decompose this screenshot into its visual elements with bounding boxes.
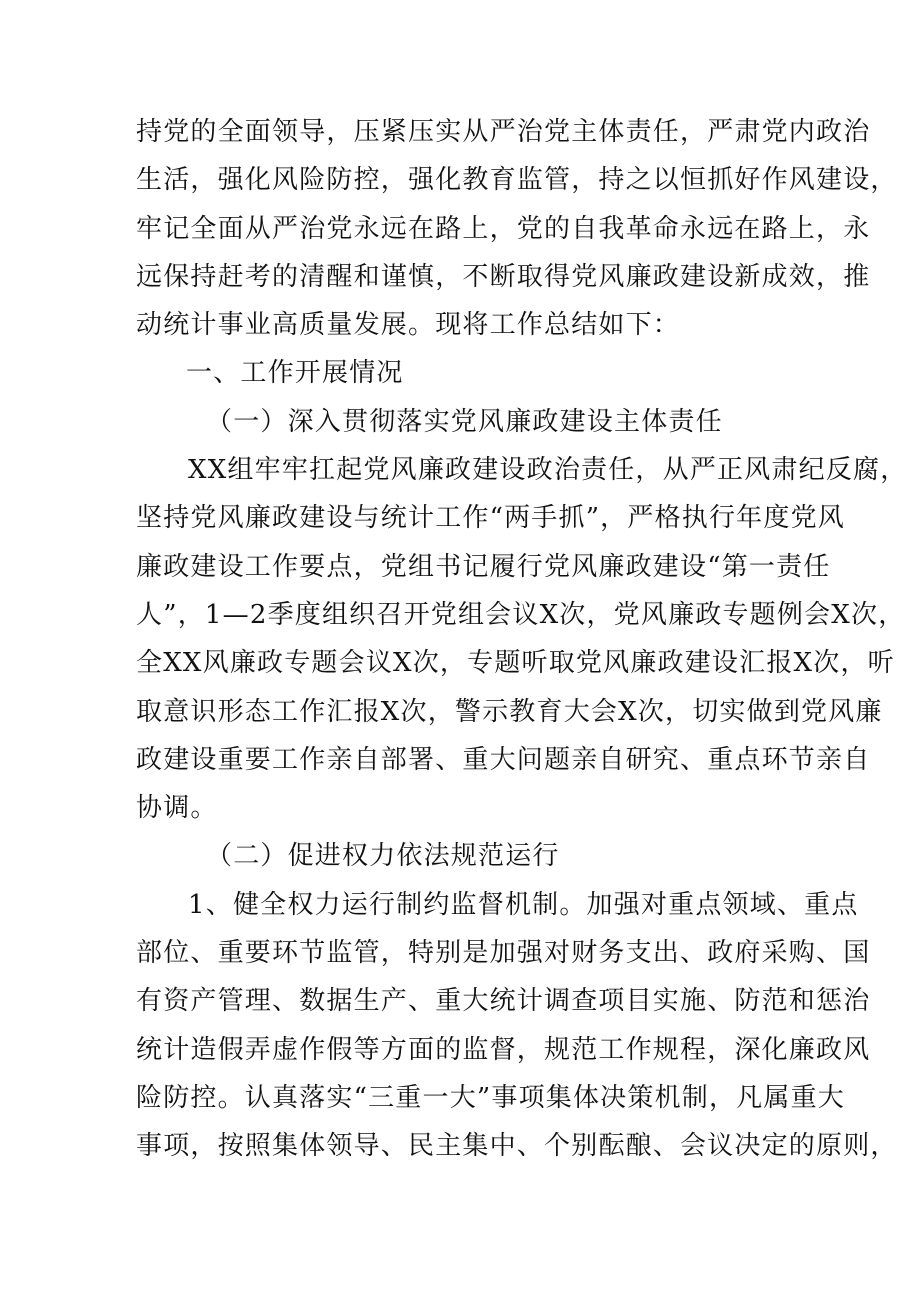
text-line: 廉政建设工作要点，党组书记履行党风廉政建设“第一责任 [136, 551, 831, 582]
text-line: 动统计事业高质量发展。现将工作总结如下： [136, 310, 681, 341]
text-line: 协调。 [136, 793, 218, 824]
text-line: 事项，按照集体领导、民主集中、个别酝酿、会议决定的原则， [136, 1131, 898, 1162]
text-line: 有资产管理、数据生产、重大统计调查项目实施、防范和惩治 [136, 986, 871, 1017]
text-line: 险防控。认真落实“三重一大”事项集体决策机制，凡属重大 [136, 1082, 845, 1113]
text-line: 持党的全面领导，压紧压实从严治党主体责任，严肃党内政治 [136, 117, 871, 147]
text-line: 全XX风廉政专题会议X次，专题听取党风廉政建设汇报X次，听 [136, 648, 895, 679]
text-line: 牢记全面从严治党永远在路上，党的自我革命永远在路上，永 [136, 213, 871, 244]
text-line: 统计造假弄虚作假等方面的监督，规范工作规程，深化廉政风 [136, 1034, 871, 1065]
text-line: 远保持赶考的清醒和谨慎，不断取得党风廉政建设新成效，推 [136, 261, 871, 292]
text-line: 部位、重要环节监管，特别是加强对财务支出、政府采购、国 [136, 938, 871, 969]
text-line: 人”，1—2季度组织召开党组会议X次，党风廉政专题例会X次， [136, 599, 906, 630]
text-line: 取意识形态工作汇报X次，警示教育大会X次，切实做到党风廉 [136, 696, 883, 727]
subsection-heading: （一）深入贯彻落实党风廉政建设主体责任 [206, 406, 723, 437]
text-line: 生活，强化风险防控，强化教育监管，持之以恒抓好作风建设， [136, 165, 898, 196]
subsection-heading: （二）促进权力依法规范运行 [206, 841, 560, 872]
text-line: 政建设重要工作亲自部署、重大问题亲自研究、重点环节亲自 [136, 744, 871, 775]
document-body [136, 108, 908, 1171]
paragraph-first-line: XX组牢牢扛起党风廉政建设政治责任，从严正风肃纪反腐， [188, 455, 908, 486]
text-line: 坚持党风廉政建设与统计工作“两手抓”，严格执行年度党风 [136, 503, 845, 534]
paragraph-first-line: 1、健全权力运行制约监督机制。加强对重点领域、重点 [188, 889, 859, 920]
section-heading: 一、工作开展情况 [186, 358, 404, 389]
